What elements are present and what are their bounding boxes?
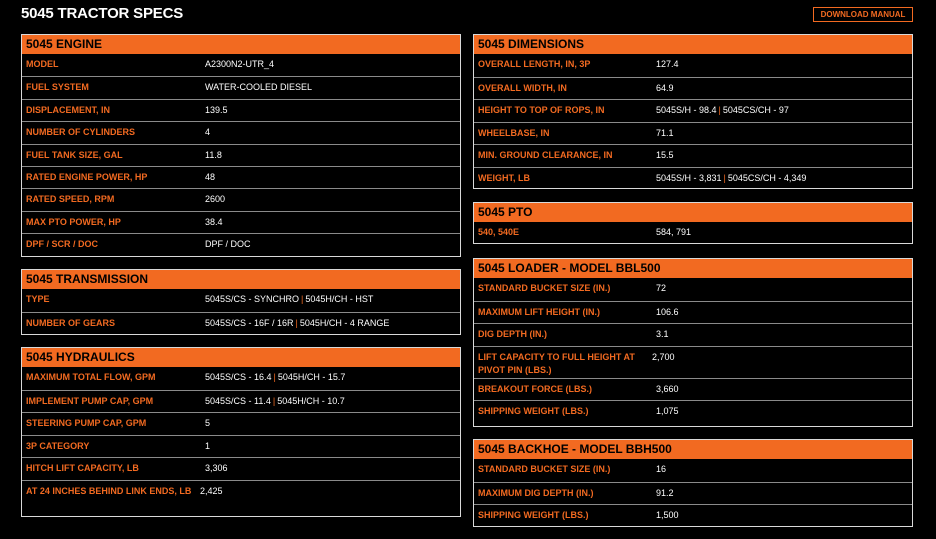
spec-value-text: 1 (205, 440, 211, 451)
spec-row (474, 459, 912, 482)
spec-row (22, 211, 460, 233)
spec-value-text: 5045H/CH - HST (305, 294, 374, 304)
section-header: 5045 PTO (474, 203, 912, 222)
spec-value (652, 351, 675, 364)
spec-label: BREAKOUT FORCE (LBS.) (478, 383, 592, 394)
spec-label: SHIPPING WEIGHT (LBS.) (478, 406, 589, 416)
spec-value-text: 2600 (205, 194, 226, 205)
spec-value-text: 5045S/CS - 11.4 (205, 395, 271, 406)
spec-value-text: 38.4 (205, 216, 223, 227)
spec-value (205, 462, 228, 475)
spec-label: LIFT CAPACITY TO FULL HEIGHT AT PIVOT PIN (LBS.) (478, 351, 635, 375)
spec-label: DPF / SCR / DOC (26, 239, 99, 250)
section-header: 5045 BACKHOE - MODEL BBH500 (474, 440, 912, 459)
spec-value-text: 5045H/CH - 15.7 (277, 372, 346, 382)
spec-value-text: 16 (656, 464, 667, 474)
value-separator: | (295, 317, 298, 328)
spec-value-text: 106.6 (656, 306, 679, 317)
spec-label: 540, 540E (478, 227, 520, 237)
download-manual-button[interactable]: DOWNLOAD MANUAL (813, 7, 913, 22)
spec-row (474, 278, 912, 301)
spec-row (474, 400, 912, 423)
hydraulics-section (21, 347, 461, 517)
spec-row (474, 144, 912, 167)
spec-label: FUEL TANK SIZE, GAL (26, 149, 123, 160)
spec-label: DIG DEPTH (IN.) (478, 329, 547, 339)
spec-row (22, 188, 460, 210)
section-header: 5045 DIMENSIONS (474, 35, 912, 54)
spec-value-text: 584, 791 (656, 227, 692, 237)
spec-label: MAXIMUM TOTAL FLOW, GPM (26, 372, 156, 382)
spec-label: TYPE (26, 294, 50, 304)
spec-row (22, 480, 460, 511)
spec-value (205, 293, 373, 306)
spec-value-text: 5045CS/CH - 4,349 (727, 172, 807, 183)
value-separator: | (718, 105, 721, 115)
spec-value-text: A2300N2-UTR_4 (205, 59, 275, 69)
spec-value (205, 395, 345, 408)
spec-value-text: 2,425 (200, 485, 223, 496)
spec-row (22, 54, 460, 76)
spec-value-text: 127.4 (656, 59, 679, 69)
spec-value-text: 5045CS/CH - 97 (722, 105, 789, 115)
spec-row (474, 301, 912, 324)
spec-value (656, 328, 669, 341)
spec-value-text: 48 (205, 171, 216, 182)
spec-value-text: 11.8 (205, 149, 222, 160)
spec-value (205, 371, 345, 384)
spec-value (656, 383, 679, 396)
spec-row (22, 435, 460, 458)
spec-row (474, 122, 912, 145)
spec-value (656, 306, 679, 319)
spec-label: MAX PTO POWER, HP (26, 216, 121, 227)
spec-label: IMPLEMENT PUMP CAP, GPM (26, 395, 154, 406)
spec-row (474, 323, 912, 346)
spec-value-text: 3.1 (656, 329, 669, 339)
section-header: 5045 HYDRAULICS (22, 348, 460, 367)
spec-row (474, 77, 912, 100)
section-header: 5045 ENGINE (22, 35, 460, 54)
spec-value (656, 405, 679, 418)
value-separator: | (273, 372, 276, 382)
backhoe-section (473, 439, 913, 527)
spec-row (474, 167, 912, 190)
spec-value-text: WATER-COOLED DIESEL (205, 82, 313, 93)
spec-label: STANDARD BUCKET SIZE (IN.) (478, 464, 611, 474)
page-title: 5045 TRACTOR SPECS (21, 5, 184, 22)
spec-value (656, 104, 789, 117)
spec-value (205, 238, 251, 251)
spec-label: WEIGHT, LB (478, 172, 530, 183)
spec-value (656, 226, 691, 239)
spec-row (474, 482, 912, 505)
spec-value (656, 149, 674, 162)
loader-section (473, 258, 913, 427)
spec-row (22, 99, 460, 121)
spec-value (205, 104, 228, 117)
engine-section (21, 34, 461, 257)
spec-row (22, 76, 460, 98)
spec-value (205, 126, 210, 139)
spec-value (205, 317, 389, 330)
spec-row (22, 367, 460, 390)
spec-label: RATED ENGINE POWER, HP (26, 171, 148, 182)
spec-value (200, 485, 223, 498)
spec-row (474, 346, 912, 378)
spec-value (205, 149, 222, 162)
spec-value (656, 509, 679, 522)
spec-value-text: 5045H/CH - 4 RANGE (299, 317, 390, 328)
spec-row (22, 289, 460, 312)
spec-value-text: 1,075 (656, 406, 679, 416)
spec-row (22, 312, 460, 335)
spec-label: HEIGHT TO TOP OF ROPS, IN (478, 105, 605, 115)
spec-value (656, 127, 674, 140)
spec-row (474, 504, 912, 527)
spec-value-text: 5045S/CS - 16.4 (205, 372, 272, 382)
spec-value (205, 417, 210, 430)
spec-row (474, 222, 912, 244)
spec-value (205, 58, 274, 71)
transmission-section (21, 269, 461, 335)
spec-value-text: 5045S/CS - 16F / 16R (205, 317, 294, 328)
spec-value-text: 139.5 (205, 104, 228, 115)
spec-label: RATED SPEED, RPM (26, 194, 115, 205)
spec-value (656, 487, 674, 500)
pto-section (473, 202, 913, 244)
spec-value-text: DPF / DOC (205, 239, 251, 250)
spec-value-text: 15.5 (656, 150, 674, 160)
spec-value-text: 5 (205, 418, 211, 429)
spec-row (22, 412, 460, 435)
spec-value-text: 91.2 (656, 487, 674, 498)
spec-label: OVERALL LENGTH, IN, 3P (478, 59, 591, 69)
spec-value (656, 172, 806, 185)
spec-label: STEERING PUMP CAP, GPM (26, 418, 147, 429)
spec-label: NUMBER OF CYLINDERS (26, 127, 136, 138)
spec-label: MAXIMUM LIFT HEIGHT (IN.) (478, 306, 600, 317)
spec-row (474, 54, 912, 77)
spec-value (656, 282, 666, 295)
spec-row (22, 233, 460, 255)
spec-label: STANDARD BUCKET SIZE (IN.) (478, 283, 611, 293)
spec-label: MIN. GROUND CLEARANCE, IN (478, 150, 613, 160)
spec-value-text: 5045S/H - 3,831 (656, 172, 722, 183)
spec-row (474, 378, 912, 401)
dimensions-section (473, 34, 913, 189)
spec-label: DISPLACEMENT, IN (26, 104, 111, 115)
spec-label: OVERALL WIDTH, IN (478, 82, 567, 93)
spec-value (205, 216, 223, 229)
spec-label: NUMBER OF GEARS (26, 317, 116, 328)
spec-row (22, 390, 460, 413)
spec-row (22, 166, 460, 188)
spec-value-text: 71.1 (656, 127, 674, 138)
spec-label: MODEL (26, 59, 59, 69)
spec-row (474, 99, 912, 122)
spec-value-text: 5045S/CS - SYNCHRO (205, 294, 300, 304)
spec-label: 3P CATEGORY (26, 440, 90, 451)
spec-value-text: 5045H/CH - 10.7 (277, 395, 345, 406)
spec-value-text: 3,306 (205, 463, 228, 474)
spec-value-text: 4 (205, 127, 211, 138)
spec-row (22, 144, 460, 166)
section-header: 5045 LOADER - MODEL BBL500 (474, 259, 912, 278)
spec-value (205, 171, 215, 184)
spec-label: HITCH LIFT CAPACITY, LB (26, 463, 139, 474)
spec-value-text: 1,500 (656, 510, 679, 521)
spec-value (205, 193, 225, 206)
spec-label: MAXIMUM DIG DEPTH (IN.) (478, 487, 594, 498)
value-separator: | (301, 294, 304, 304)
spec-label: AT 24 INCHES BEHIND LINK ENDS, LB (26, 485, 192, 496)
value-separator: | (272, 395, 276, 406)
spec-label: WHEELBASE, IN (478, 127, 550, 138)
spec-value-text: 72 (656, 283, 667, 293)
spec-value (656, 58, 679, 71)
spec-value-text: 2,700 (652, 351, 675, 362)
spec-row (22, 457, 460, 480)
spec-value-text: 64.9 (656, 82, 674, 93)
value-separator: | (723, 172, 726, 183)
spec-label: SHIPPING WEIGHT (LBS.) (478, 510, 589, 521)
spec-value (205, 81, 312, 94)
section-header: 5045 TRANSMISSION (22, 270, 460, 289)
spec-value-text: 5045S/H - 98.4 (656, 105, 717, 115)
spec-value (205, 440, 210, 453)
spec-value-text: 3,660 (656, 383, 679, 394)
spec-label: FUEL SYSTEM (26, 82, 89, 93)
spec-value (656, 82, 674, 95)
spec-value (656, 463, 666, 476)
spec-row (22, 121, 460, 143)
